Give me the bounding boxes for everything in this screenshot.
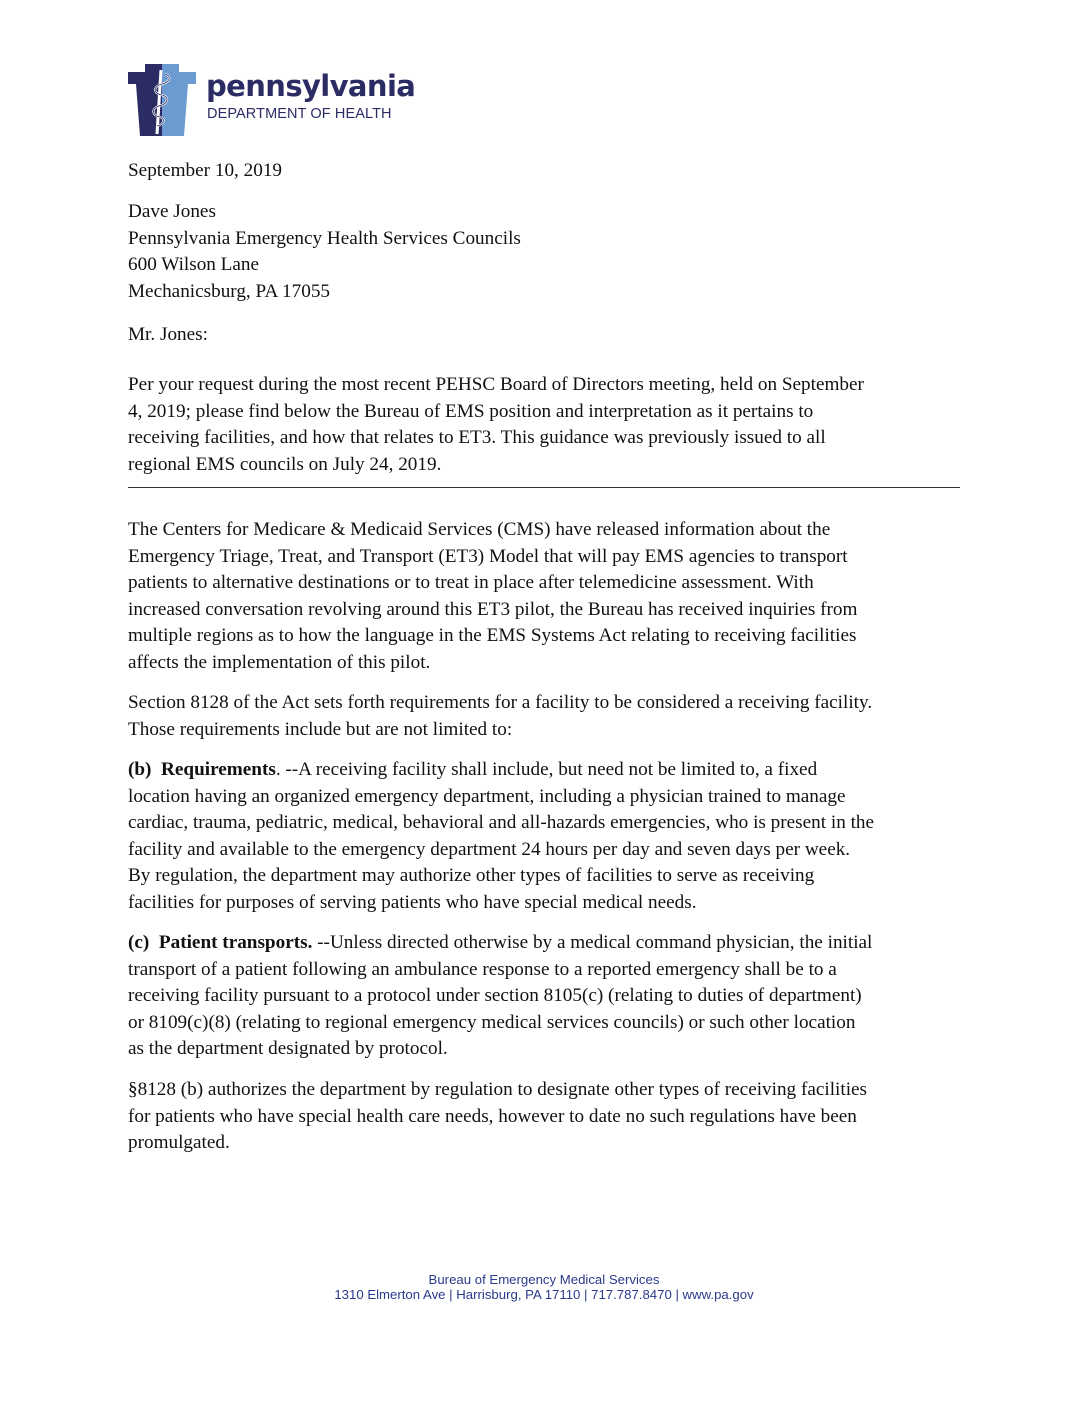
paragraph-line: By regulation, the department may authorize other types of facilities to serve as receiving — [128, 865, 815, 886]
section-b-requirements — [128, 757, 968, 916]
keystone-caduceus-icon — [128, 64, 196, 136]
letter-footer — [0, 1272, 1088, 1302]
paragraph-line: Section 8128 of the Act sets forth requirements for a facility to be considered a receiving facility. — [128, 692, 873, 713]
footer-contact-info: 1310 Elmerton Ave | Harrisburg, PA 17110 | 717.787.8470 | www.pa.gov — [334, 1287, 754, 1302]
paragraph-line: Per your request during the most recent PEHSC Board of Directors meeting, held on September — [128, 374, 864, 395]
section-b-label: (b) — [128, 759, 152, 780]
paragraph-line: facilities for purposes of serving patients who have special medical needs. — [128, 891, 697, 913]
org-name: pennsylvania — [206, 69, 416, 103]
paragraph-line: receiving facility pursuant to a protocol under section 8105(c) (relating to duties of department) — [128, 985, 862, 1006]
recipient-name: Dave Jones — [128, 201, 216, 222]
horizontal-divider — [128, 487, 960, 488]
cms-et3-paragraph — [128, 517, 968, 676]
paragraph-line: Those requirements include but are not limited to: — [128, 718, 513, 740]
section-c-label: (c) — [128, 932, 150, 953]
section-b-first-line — [128, 757, 968, 784]
paragraph-line: promulgated. — [128, 1132, 230, 1153]
paragraph-line: Emergency Triage, Treat, and Transport (ET3) Model that will pay EMS agencies to transport — [128, 545, 848, 567]
section-c-heading: Patient transports. — [158, 932, 313, 953]
footer-bureau-name: Bureau of Emergency Medical Services — [428, 1272, 660, 1287]
paragraph-line: location having an organized emergency department, including a physician trained to manage — [128, 785, 846, 807]
paragraph-line: as the department designated by protocol. — [128, 1038, 448, 1059]
paragraph-line: facility and available to the emergency department 24 hours per day and seven days per week. — [128, 838, 851, 860]
section-c-text: --Unless directed otherwise by a medical command physician, the initial — [312, 932, 873, 953]
recipient-city-state-zip: Mechanicsburg, PA 17055 — [128, 280, 331, 302]
intro-paragraph — [128, 372, 968, 478]
letterhead-logo — [128, 64, 418, 136]
salutation — [128, 322, 968, 349]
salutation-text: Mr. Jones: — [128, 324, 208, 345]
paragraph-line: affects the implementation of this pilot. — [128, 651, 431, 673]
paragraph-line: The Centers for Medicare & Medicaid Services (CMS) have released information about the — [128, 519, 831, 540]
recipient-street: 600 Wilson Lane — [128, 254, 260, 275]
section-8128-paragraph — [128, 690, 968, 743]
section-c-first-line — [128, 930, 968, 957]
section-b-heading: Requirements — [161, 759, 276, 780]
paragraph-line: regional EMS councils on July 24, 2019. — [128, 453, 442, 475]
recipient-address — [128, 199, 968, 305]
paragraph-line: cardiac, trauma, pediatric, medical, behavioral and all-hazards emergencies, who is present in the — [128, 812, 875, 833]
paragraph-line: receiving facilities, and how that relates to ET3. This guidance was previously issued to all — [128, 427, 826, 448]
paragraph-line: patients to alternative destinations or to treat in place after telemedicine assessment. With — [128, 572, 814, 593]
paragraph-line: 4, 2019; please find below the Bureau of EMS position and interpretation as it pertains to — [128, 400, 814, 422]
paragraph-line: transport of a patient following an ambulance response to a reported emergency shall be to a — [128, 958, 837, 980]
section-b-text: . --A receiving facility shall include, but need not be limited to, a fixed — [275, 759, 818, 780]
department-name: DEPARTMENT OF HEALTH — [207, 106, 392, 122]
paragraph-line: multiple regions as to how the language in the EMS Systems Act relating to receiving facilities — [128, 625, 857, 646]
section-c-patient-transports — [128, 930, 968, 1063]
paragraph-line: for patients who have special health care needs, however to date no such regulations have been — [128, 1105, 857, 1127]
paragraph-line: or 8109(c)(8) (relating to regional emergency medical services councils) or such other location — [128, 1011, 856, 1033]
letter-date — [128, 158, 968, 185]
paragraph-line: §8128 (b) authorizes the department by regulation to designate other types of receiving facilities — [128, 1079, 868, 1100]
paragraph-line: increased conversation revolving around this ET3 pilot, the Bureau has received inquiries from — [128, 598, 858, 620]
recipient-organization: Pennsylvania Emergency Health Services Councils — [128, 227, 521, 249]
section-8128b-paragraph — [128, 1077, 968, 1157]
date-text: September 10, 2019 — [128, 160, 283, 181]
